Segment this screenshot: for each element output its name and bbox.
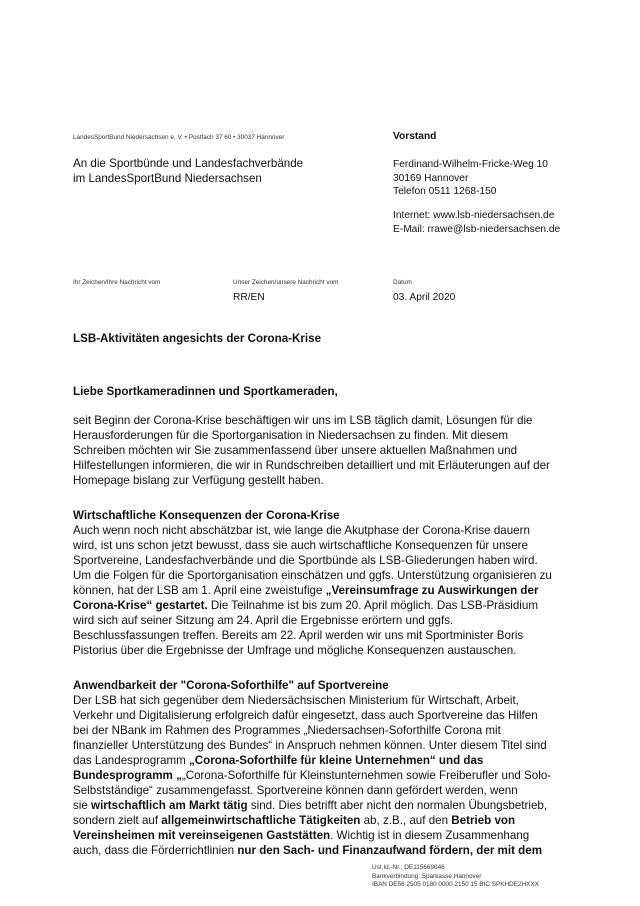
survey-title: „Vereinsumfrage zu Auswirkungen der (325, 584, 539, 597)
section2-heading: Anwendbarkeit der "Corona-Soforthilfe" auf Sportvereine (73, 679, 389, 692)
sender-line: LandesSportBund Niedersachsen e. V. • Postfach 37 60 • 30037 Hannover (73, 134, 285, 141)
section1-line: wird sich auf seiner Sitzung am 24. April die Ergebnisse erörtern und ggfs. (73, 614, 454, 627)
our-ref-label: Unser Zeichen/unsere Nachricht vom (233, 279, 339, 286)
text-span: das Landesprogramm (73, 754, 189, 767)
section2-line (73, 843, 542, 858)
emphasis: wirtschaftlich am Markt tätig (91, 799, 248, 812)
emphasis: Vereinsheimen mit vereinseigenen Gaststätten (73, 829, 331, 842)
section2-line: Verkehr und Digitalisierung erfolgreich dafür eingesetzt, dass auch Sportvereine das Hilfen (73, 709, 538, 722)
address-line: Telefon 0511 1268-150 (393, 186, 497, 197)
section2-line (73, 828, 529, 843)
footer-line: Ust.Id.-Nr.: DE115669046 (372, 864, 445, 871)
recipient-line: im LandesSportBund Niedersachsen (73, 172, 262, 185)
date-label: Datum (393, 279, 412, 286)
recipient-line: An die Sportbünde und Landesfachverbände (73, 157, 304, 170)
board-contact (393, 209, 560, 236)
section2-line (73, 813, 515, 828)
text-span: . Wichtig ist in diesem Zusammenhang (330, 829, 530, 842)
section2-line (73, 753, 483, 768)
section2-line: Der LSB hat sich gegenüber dem Niedersächsischen Ministerium für Wirtschaft, Arbeit, (73, 694, 519, 707)
emphasis: Betrieb von (451, 814, 516, 827)
recipient-block (73, 156, 303, 186)
survey-title-cont: Corona-Krise“ gestartet. (73, 599, 208, 612)
section1-line: Um die Folgen für die Sportorganisation einschätzen und ggfs. Unterstützung organisieren zu (73, 569, 552, 582)
section2-line: Selbstständige“ zusammengefasst. Sportvereine können dann gefördert werden, wenn (73, 784, 518, 797)
intro-line: Hilfestellungen informieren, die wir in Rundschreiben detailliert und mit Erläuterungen auf der (73, 459, 550, 472)
footer (372, 864, 539, 890)
text-span: können, hat der LSB am 1. April eine zweistufige (73, 584, 326, 597)
text-span: sind. Dies betrifft aber nicht den normalen Übungsbetrieb, (247, 799, 548, 812)
text-span: „Corona-Soforthilfe für Kleinstunternehmen sowie Freiberufler und Solo- (181, 769, 552, 782)
text-span: sondern zielt auf (73, 814, 162, 827)
program-title: „Corona-Soforthilfe für kleine Unternehmen“ und das (189, 754, 484, 767)
footer-line: IBAN DE56 2505 0180 0000 2150 15 BIC SPKHDE2HXXX (372, 881, 539, 888)
footer-line: Bankverbindung: Sparkasse Hannover (372, 872, 482, 880)
intro-line: seit Beginn der Corona-Krise beschäftigen wir uns im LSB täglich damit, Lösungen für die (73, 414, 533, 427)
email-link[interactable]: E-Mail: rrawe@lsb-niedersachsen.de (393, 223, 561, 235)
board-title: Vorstand (393, 131, 437, 142)
section1-line: Auch wenn noch nicht abschätzbar ist, wie lange die Akutphase der Corona-Krise dauern (73, 524, 530, 537)
section1-heading: Wirtschaftliche Konsequenzen der Corona-Krise (73, 509, 340, 522)
section2-line (73, 768, 551, 783)
section2-line: finanzieller Unterstützung des Bundes“ in Anspruch nehmen können. Unter diesem Titel sind (73, 739, 547, 752)
text-span: Die Teilnahme ist bis zum 20. April möglich. Das LSB-Präsidium (207, 599, 538, 612)
emphasis: nur den Sach- und Finanzaufwand fördern, der mit dem (237, 844, 543, 857)
your-ref-label: Ihr Zeichen/Ihre Nachricht vom (73, 279, 161, 286)
text-span: auch, dass die Förderrichtlinien (73, 844, 238, 857)
emphasis: allgemeinwirtschaftliche Tätigkeiten (161, 814, 361, 827)
program-title: Bundesprogramm „ (73, 769, 182, 782)
text-span: ab, z.B., auf den (360, 814, 452, 827)
address-line: Ferdinand-Wilhelm-Fricke-Weg 10 (393, 159, 548, 170)
date-value: 03. April 2020 (393, 292, 456, 303)
section1-line (73, 598, 538, 613)
section1-line: wird, ist uns schon jetzt bewusst, dass sie auch wirtschaftliche Konsequenzen für unsere (73, 539, 528, 552)
intro-line: Homepage bislang zur Verfügung gestellt haben. (73, 474, 324, 487)
text-span: sie (73, 799, 92, 812)
intro-line: Schreiben möchten wir Sie zusammenfassend über unsere aktuellen Maßnahmen und (73, 444, 518, 457)
board-address (393, 158, 548, 199)
section1-line (73, 583, 538, 598)
section2-line (73, 798, 547, 813)
section1-line: Sportvereine, Landesfachverbände und die Sportbünde als LSB-Gliederungen haben wird. (73, 554, 538, 567)
salutation: Liebe Sportkameradinnen und Sportkameraden, (73, 385, 338, 398)
internet-link[interactable]: Internet: www.lsb-niedersachsen.de (393, 210, 555, 221)
our-ref-value: RR/EN (233, 292, 265, 303)
intro-line: Herausforderungen für die Sportorganisation in Niedersachsen zu finden. Mit diesem (73, 429, 509, 442)
section2-line: bei der NBank im Rahmen des Programmes „Niedersachsen-Soforthilfe Corona mit (73, 724, 501, 737)
address-line: 30169 Hannover (393, 172, 469, 184)
section1-line: Pistorius über die Ergebnisse der Umfrage und mögliche Konsequenzen austauschen. (73, 644, 517, 657)
subject: LSB-Aktivitäten angesichts der Corona-Krise (73, 332, 322, 345)
section1-line: Beschlussfassungen treffen. Bereits am 22. April werden wir uns mit Sportminister Boris (73, 629, 524, 642)
